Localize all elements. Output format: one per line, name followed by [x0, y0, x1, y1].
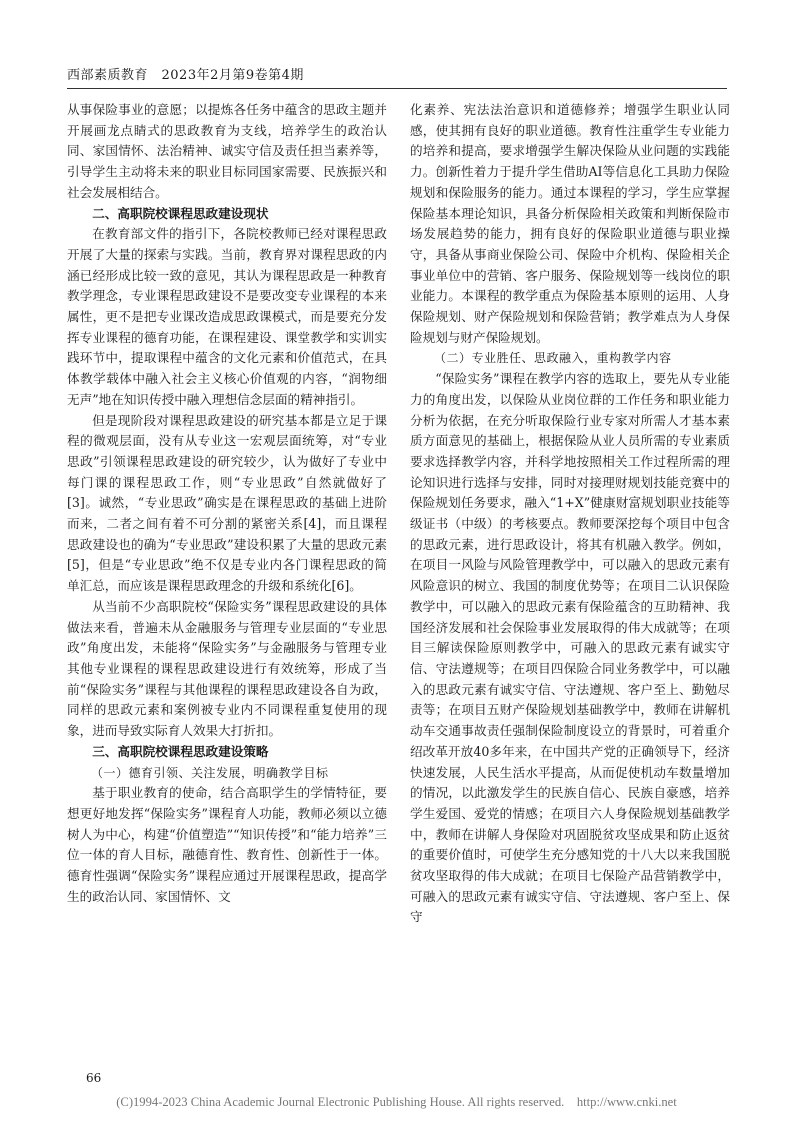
subsection-heading: （一）德育引领、关注发展，明确教学目标: [91, 765, 329, 780]
page-number: 66: [86, 1071, 102, 1085]
journal-header: 西部素质教育 2023年2月第9卷第4期: [67, 68, 304, 83]
body-paragraph: “保险实务”课程在教学内容的选取上，要先从专业能力的角度出发，以保险从业岗位群的工作任务和职业能力分析为依据，在充分听取保险行业专家对所需人才基本素质方面意见的基础上，根据保险从业人员所需的专业素质要求选择教学内容，并科学地按照相关工作过程所需的理论知识进行选择与安排，同时对接理财规划技能竞赛中的保险规划任务要求，融入“1+X”健康财富规划职业技能等级证书（中级）的考核要点。教师要深挖每个项目中包含的思政元素，进行思政设计，将其有机融入教学。例如，在项目一风险与风险管理教学中，可以融入的思政元素有风险意识的树立、我国的制度优势等；在项目二认识保险教学中，可以融入的思政元素有保险蕴含的互助精神、我国经济发展和社会保险事业发展取得的伟大成就等；在项目三解读保险原则教学中，可融入的思政元素有诚实守信、守法遵规等；在项目四保险合同业务教学中，可以融入的思政元素有诚实守信、守法遵规、客户至上、勤勉尽责等；在项目五财产保险规划基础教学中，教师在讲解机动车交通事故责任强制保险制度设立的背景时，可着重介绍改革开放40多年来，在中国共产党的正确领导下，经济快速发展，人民生活水平提高，从而促使机动车数量增加的情况，以此激发学生的民族自信心、民族自豪感，培养学生爱国、爱党的情感；在项目六人身保险规划基础教学中，教师在讲解人身保险对巩固脱贫攻坚成果和防止返贫的重要价值时，可使学生充分感知党的十八大以来我国脱贫攻坚取得的伟大成就；在项目七保险产品营销教学中，可融入的思政元素有诚实守信、守法遵规、客户至上、保守: [410, 371, 730, 925]
section-heading: 三、高职院校课程思政建设策略: [92, 743, 269, 759]
right-column: [410, 100, 730, 1065]
body-paragraph: 在教育部文件的指引下，各院校教师已经对课程思政开展了大量的探索与实践。当前，教育界对课程思政的内涵已经形成比较一致的意见，其认为课程思政是一种教育教学理念，专业课程思政建设不是要改变专业课程的本来属性，更不是把专业课改造成思政课模式，而是要充分发挥专业课程的德育功能，在课程建设、课堂教学和实训实践环节中，提取课程中蕴含的文化元素和价值范式，在具体教学载体中融入社会主义核心价值观的内容，“润物细无声”地在知识传授中融入理想信念层面的精神指引。: [67, 226, 387, 407]
copyright-footer: (C)1994-2023 China Academic Journal Electronic Publishing House. All rights reserved. http://www.cnki.net: [116, 1095, 677, 1109]
subsection-heading: （二）专业胜任、思政融入，重构教学内容: [434, 351, 672, 366]
section-heading: 二、高职院校课程思政建设现状: [92, 205, 269, 221]
header-rule: [67, 88, 727, 89]
body-paragraph: 但是现阶段对课程思政建设的研究基本都是立足于课程的微观层面，没有从专业这一宏观层面统筹，对“专业思政”引领课程思政建设的研究较少，认为做好了专业中每门课的课程思政工作，则“专业思政”自然就做好了[3]。诚然，“专业思政”确实是在课程思政的基础上进阶而来，二者之间有着不可分割的紧密关系[4]，而且课程思政建设也的确为“专业思政”建设积累了大量的思政元素[5]，但是“专业思政”绝不仅是专业内各门课程思政的简单汇总，而应该是课程思政理念的升级和系统化[6]。: [67, 412, 387, 594]
body-paragraph: 从事保险事业的意愿；以提炼各任务中蕴含的思政主题并开展画龙点睛式的思政教育为支线，培养学生的政治认同、家国情怀、法治精神、诚实守信及责任担当素养等，引导学生主动将未来的职业目标同国家需要、民族振兴和社会发展相结合。: [67, 102, 387, 200]
body-paragraph: 从当前不少高职院校“保险实务”课程思政建设的具体做法来看，普遍未从金融服务与管理专业层面的“专业思政”角度出发，未能将“保险实务”与金融服务与管理专业其他专业课程的课程思政建设进行有效统筹，形成了当前“保险实务”课程与其他课程的课程思政建设各自为政，同样的思政元素和案例被专业内不同课程重复使用的现象，进而导致实际育人效果大打折扣。: [67, 598, 387, 739]
body-paragraph: 基于职业教育的使命，结合高职学生的学情特征，要想更好地发挥“保险实务”课程育人功能，教师必须以立德树人为中心，构建“价值塑造”“知识传授”和“能力培养”三位一体的育人目标，融德育性、教育性、创新性于一体。德育性强调“保险实务”课程应通过开展课程思政，提高学生的政治认同、家国情怀、文: [67, 785, 387, 904]
body-paragraph: 化素养、宪法法治意识和道德修养；增强学生职业认同感，使其拥有良好的职业道德。教育性注重学生专业能力的培养和提高，要求增强学生解决保险从业问题的实践能力。创新性着力于提升学生借助AI等信息化工具助力保险规划和保险服务的能力。通过本课程的学习，学生应掌握保险基本理论知识，具备分析保险相关政策和判断保险市场发展趋势的能力，拥有良好的保险职业道德与职业操守，具备从事商业保险公司、保险中介机构、保险相关企事业单位中的营销、客户服务、保险规划等一线岗位的职业能力。本课程的教学重点为保险基本原则的运用、人身保险规划、财产保险规划和保险营销；教学难点为人身保险规划与财产保险规划。: [410, 102, 730, 345]
left-column: [67, 100, 387, 1065]
